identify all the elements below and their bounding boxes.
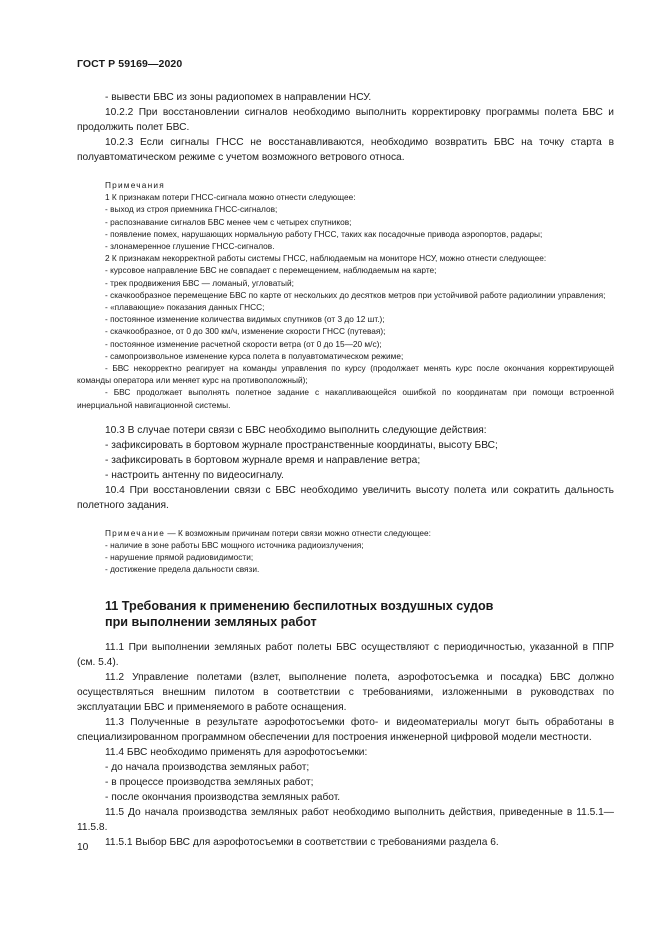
paragraph-11-2: 11.2 Управление полетами (взлет, выполнение полета, аэрофотосъемка и посадка) БВС должно осуществляться внешним пилотом в соответствии с требованиями, изложенными в руководствах по эксплуатации БВС и применяемого в работе оснащения. bbox=[77, 671, 614, 713]
note-1: 1 К признакам потери ГНСС-сигнала можно отнести следующее: bbox=[105, 192, 356, 203]
section-title-line: 11 Требования к применению беспилотных воздушных судов bbox=[105, 598, 494, 613]
list-item: - зафиксировать в бортовом журнале время и направление ветра; bbox=[105, 454, 421, 466]
section-11-body bbox=[77, 640, 614, 850]
notes-block bbox=[77, 179, 614, 411]
paragraph-11-5: 11.5 До начала производства земляных работ необходимо выполнить действия, приведенные в 11.5.1—11.5.8. bbox=[77, 806, 614, 833]
section-title-line: при выполнении земляных работ bbox=[105, 614, 317, 629]
list-item: - достижение предела дальности связи. bbox=[105, 564, 260, 575]
page-body bbox=[77, 90, 614, 850]
list-item: - «плавающие» показания данных ГНСС; bbox=[105, 302, 265, 313]
section-10-3 bbox=[77, 423, 614, 513]
list-item: - зафиксировать в бортовом журнале пространственные координаты, высоту БВС; bbox=[105, 439, 498, 451]
paragraph-10-2-3: 10.2.3 Если сигналы ГНСС не восстанавливаются, необходимо возвратить БВС на точку старта в полуавтоматическом режиме с учетом возможного ветрового относа. bbox=[77, 137, 614, 163]
paragraph: - вывести БВС из зоны радиопомех в направлении НСУ. bbox=[105, 92, 372, 103]
list-item: - самопроизвольное изменение курса полета в полуавтоматическом режиме; bbox=[105, 350, 404, 361]
section-10-continuation bbox=[77, 90, 614, 165]
list-item: - после окончания производства земляных работ. bbox=[105, 791, 341, 803]
list-item: - настроить антенну по видеосигналу. bbox=[105, 469, 284, 481]
section-11-title bbox=[105, 598, 614, 630]
list-item: - курсовое направление БВС не совпадает с перемещением, наблюдаемым на карте; bbox=[105, 265, 437, 276]
list-item: - распознавание сигналов БВС менее чем с четырех спутников; bbox=[105, 216, 352, 227]
list-item: - постоянное изменение количества видимых спутников (от 3 до 12 шт.); bbox=[105, 314, 385, 325]
list-item: - злонамеренное глушение ГНСС-сигналов. bbox=[105, 241, 275, 252]
note-2: 2 К признакам некорректной работы системы ГНСС, наблюдаемым на мониторе НСУ, можно отнести следующее: bbox=[105, 253, 547, 264]
list-item: - нарушение прямой радиовидимости; bbox=[105, 552, 254, 563]
page-number: 10 bbox=[77, 842, 89, 853]
paragraph-11-4: 11.4 БВС необходимо применять для аэрофотосъемки: bbox=[105, 746, 368, 758]
note-text: — К возможным причинам потери связи можно отнести следующее: bbox=[165, 527, 431, 538]
list-item: - скачкообразное перемещение БВС по карте от нескольких до десятков метров при устойчивой работе радиолинии управления; bbox=[105, 289, 606, 300]
notes-title: Примечания bbox=[105, 180, 165, 190]
list-item: - появление помех, нарушающих нормальную работу ГНСС, таких как посадочные привода аэропортов, радары; bbox=[105, 228, 543, 239]
list-item: - БВС продолжает выполнять полетное задание с накапливающейся ошибкой по координатам при помощи встроенной инерциальной навигационной системы. bbox=[77, 387, 614, 410]
paragraph-10-4: 10.4 При восстановлении связи с БВС необходимо увеличить высоту полета или сократить дальность полетного задания. bbox=[77, 484, 614, 511]
document-header: ГОСТ Р 59169—2020 bbox=[77, 58, 183, 70]
paragraph-11-3: 11.3 Полученные в результате аэрофотосъемки фото- и видеоматериалы могут быть обработаны в специализированном программном обеспечении для построения инженерной цифровой модели местности. bbox=[77, 716, 614, 743]
paragraph-11-5-1: 11.5.1 Выбор БВС для аэрофотосъемки в соответствии с требованиями раздела 6. bbox=[105, 836, 499, 848]
paragraph-11-1: 11.1 При выполнении земляных работ полеты БВС осуществляют с периодичностью, указанной в ППР (см. 5.4). bbox=[77, 641, 614, 668]
list-item: - БВС некорректно реагирует на команды управления по курсу (продолжает менять курс после окончания корректирующей команды оператора или меняет курс на противоположный); bbox=[77, 363, 614, 386]
list-item: - постоянное изменение расчетной скорости ветра (от 0 до 15—20 м/с); bbox=[105, 338, 382, 349]
list-item: - скачкообразное, от 0 до 300 км/ч, изменение скорости ГНСС (путевая); bbox=[105, 326, 386, 337]
list-item: - в процессе производства земляных работ; bbox=[105, 776, 314, 788]
paragraph-10-3: 10.3 В случае потери связи с БВС необходимо выполнить следующие действия: bbox=[105, 424, 487, 436]
note-block-2 bbox=[77, 527, 614, 576]
list-item: - до начала производства земляных работ; bbox=[105, 761, 310, 773]
note-line bbox=[77, 527, 614, 539]
list-item: - наличие в зоне работы БВС мощного источника радиоизлучения; bbox=[105, 540, 364, 551]
note-title: Примечание bbox=[105, 527, 166, 538]
list-item: - трек продвижения БВС — ломаный, угловатый; bbox=[105, 277, 294, 288]
list-item: - выход из строя приемника ГНСС-сигналов; bbox=[105, 204, 278, 215]
paragraph-10-2-2: 10.2.2 При восстановлении сигналов необходимо выполнить корректировку программы полета БВС и продолжить полет БВС. bbox=[77, 107, 614, 133]
